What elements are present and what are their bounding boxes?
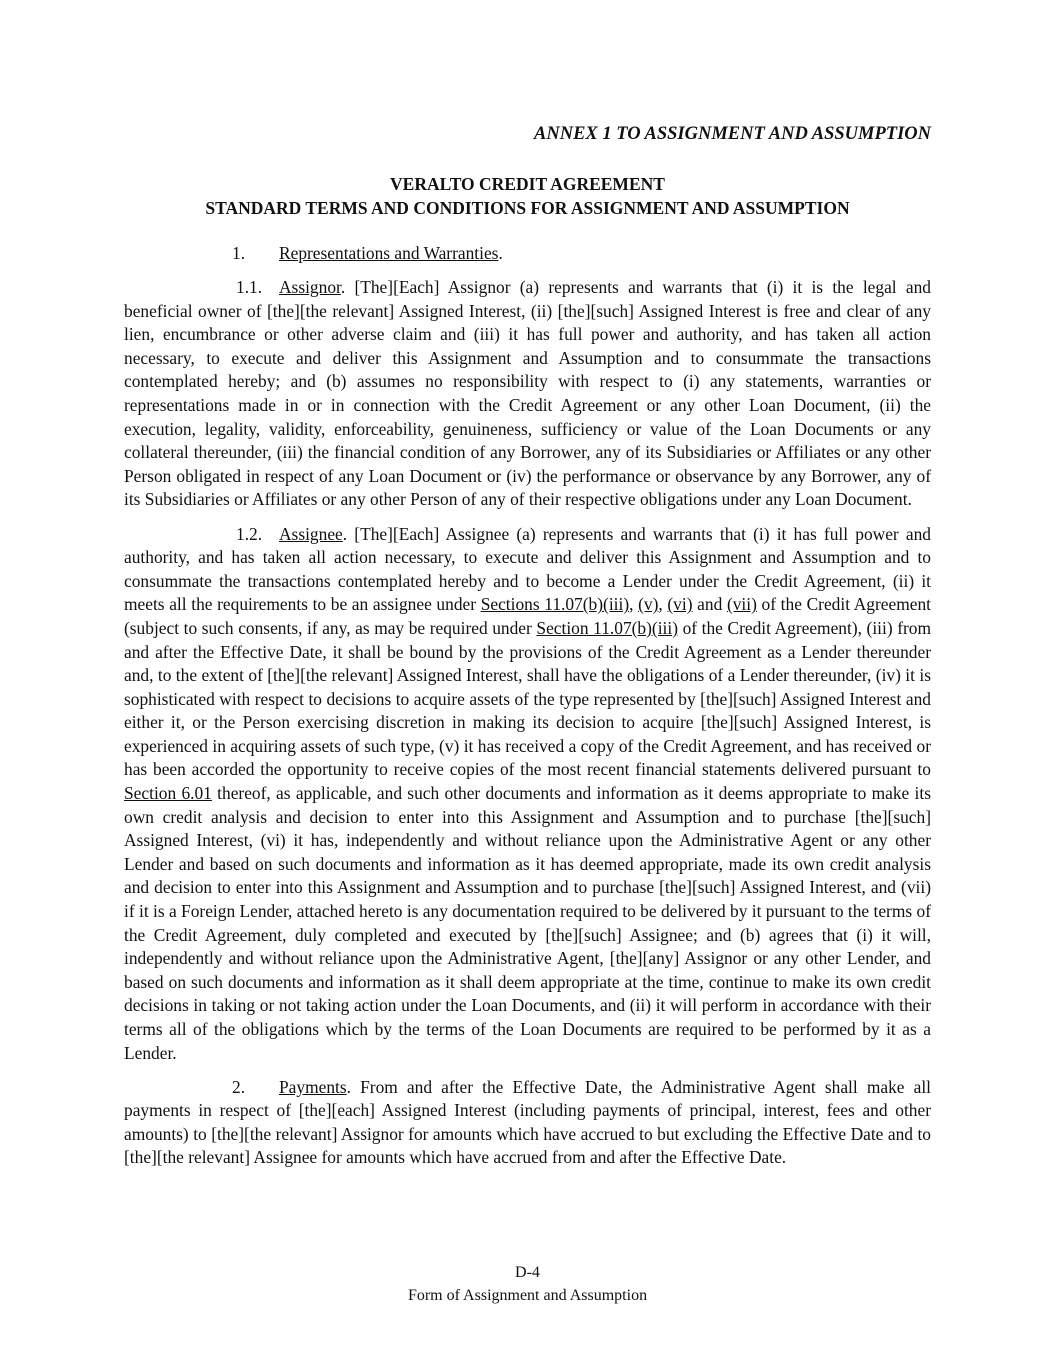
document-body xyxy=(124,242,931,1181)
separator-text: , xyxy=(658,594,668,615)
section-reference: (v) xyxy=(638,594,659,615)
section-1-heading xyxy=(124,242,931,266)
section-2-paragraph xyxy=(124,1076,931,1170)
section-1-2-paragraph xyxy=(124,523,931,1066)
agreement-title: VERALTO CREDIT AGREEMENT xyxy=(390,174,665,194)
page-footer xyxy=(0,1261,1055,1307)
paragraph-text: . [The][Each] Assignee (a) represents and warrants that (i) it has full power and authority, and has taken all action necessary, to execute and deliver this Assignment and Assumption and to consummate the transactions contemplated hereby and to become a Lender under the Credit Agreement, (ii) it meets all the requirements to be an assignee under xyxy=(124,523,931,615)
section-number: 1. xyxy=(232,243,246,263)
section-title: Payments xyxy=(279,1076,347,1097)
separator-text: and xyxy=(692,594,727,615)
document-headings xyxy=(0,173,1055,220)
section-number: 1.1. xyxy=(236,277,263,298)
section-reference: (vii) xyxy=(726,594,757,615)
terms-title: STANDARD TERMS AND CONDITIONS FOR ASSIGNMENT AND ASSUMPTION xyxy=(205,197,850,218)
paragraph-text: thereof, as applicable, and such other documents and information as it deems appropriate to make its own credit analysis and decision to enter into this Assignment and Assumption and to purchase [the][such] Assigned Interest, (vi) it has, independently and without reliance upon the Administrative Agent or any other Lender and based on such documents and information as it has deemed appropriate, made its own credit analysis and decision to enter into this Assignment and Assumption and to purchase [the][such] Assigned Interest, and (vii) if it is a Foreign Lender, attached hereto is any documentation required to be delivered by it pursuant to the terms of the Credit Agreement, duly completed and executed by [the][such] Assignee; and (b) agrees that (i) it will, independently and without reliance upon the Administrative Agent, [the][any] Assignor or any other Lender, and based on such documents and information as it shall deem appropriate at the time, continue to make its own credit decisions in taking or not taking action under the Loan Documents, and (ii) it will perform in accordance with their terms all of the obligations which by the terms of the Loan Documents are required to be performed by it as a Lender. xyxy=(124,783,931,1063)
paragraph-text: . [The][Each] Assignor (a) represents and warrants that (i) it is the legal and beneficial owner of [the][the relevant] Assigned Interest, (ii) [the][such] Assigned Interest is free and clear of any lien, encumbrance or other adverse claim and (iii) it has full power and authority, and has taken all action necessary, to execute and deliver this Assignment and Assumption and to consummate the transactions contemplated hereby; and (b) assumes no responsibility with respect to (i) any statements, warranties or representations made in or in connection with the Credit Agreement or any other Loan Document, (ii) the execution, legality, validity, enforceability, genuineness, sufficiency or value of the Loan Documents or any collateral thereunder, (iii) the financial condition of any Borrower, any of its Subsidiaries or Affiliates or any other Person obligated in respect of any Loan Document or (iv) the performance or observance by any Borrower, any of its Subsidiaries or Affiliates or any other Person of any of their respective obligations under any Loan Document. xyxy=(124,277,931,510)
section-title: Assignor xyxy=(279,277,341,298)
section-1-1-paragraph xyxy=(124,276,931,512)
section-reference: (vi) xyxy=(667,594,693,615)
separator-text: , xyxy=(629,594,639,615)
section-title-period: . xyxy=(498,243,503,263)
section-number: 2. xyxy=(232,1076,246,1097)
paragraph-text: . From and after the Effective Date, the Administrative Agent shall make all payments in respect of [the][each] Assigned Interest (including payments of principal, interest, fees and other amounts) to [the][the relevant] Assignor for amounts which have accrued to but excluding the Effective Date and to [the][the relevant] Assignee for amounts which have accrued from and after the Effective Date. xyxy=(124,1076,931,1168)
section-title: Representations and Warranties xyxy=(279,243,499,263)
section-reference: Section 11.07(b)(iii) xyxy=(536,617,678,638)
section-title: Assignee xyxy=(279,523,343,544)
form-name: Form of Assignment and Assumption xyxy=(407,1287,648,1304)
page-number: D-4 xyxy=(515,1264,540,1281)
section-number: 1.2. xyxy=(236,523,263,544)
paragraph-text: of the Credit Agreement (subject to such consents, if any, as may be required under xyxy=(124,594,931,638)
section-reference: Sections 11.07(b)(iii) xyxy=(480,594,630,615)
annex-title: ANNEX 1 TO ASSIGNMENT AND ASSUMPTION xyxy=(534,124,931,144)
paragraph-text: of the Credit Agreement), (iii) from and after the Effective Date, it shall be bound by the provisions of the Credit Agreement as a Lender thereunder and, to the extent of [the][the relevant] Assigned Interest, shall have the obligations of a Lender thereunder, (iv) it is sophisticated with respect to decisions to acquire assets of the type represented by [the][such] Assigned Interest and either it, or the Person exercising discretion in making its decision to acquire [the][such] Assigned Interest, is experienced in acquiring assets of such type, (v) it has received a copy of the Credit Agreement, and has received or has been accorded the opportunity to receive copies of the most recent financial statements delivered pursuant to xyxy=(124,617,931,780)
section-reference: Section 6.01 xyxy=(124,783,212,804)
